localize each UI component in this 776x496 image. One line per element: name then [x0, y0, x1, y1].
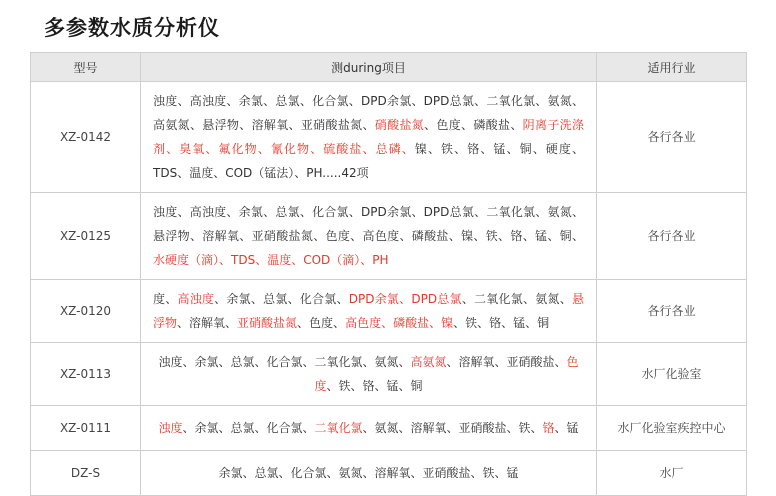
cell-industry: 水厂化验室疾控中心 [597, 406, 747, 451]
table-row [31, 343, 747, 406]
cell-industry: 水厂化验室 [597, 343, 747, 406]
item-text: 、二氧化氯、氨氮、 [461, 292, 572, 306]
table-body [31, 82, 747, 496]
item-text-highlight: 二氧化氯 [314, 421, 363, 435]
item-text: 度、 [153, 292, 178, 306]
page-title: 多参数水质分析仪 [44, 16, 220, 40]
item-text: 浊度、余氯、总氯、化合氯、二氧化氯、氨氮、 [158, 355, 411, 369]
item-text: 镍、铁、铬、锰、铜、硬度、TDS、温度、COD（锰法）、PH.....42项 [153, 142, 584, 180]
cell-industry: 各行各业 [597, 82, 747, 193]
item-text: 、色度、磷酸盐、 [424, 118, 523, 132]
cell-model: XZ-0142 [31, 82, 141, 193]
item-text-highlight: 高色度、磷酸盐、镍 [345, 316, 454, 330]
item-text: 、锰 [554, 421, 579, 435]
item-text: 、溶解氧、亚硝酸盐、 [446, 355, 567, 369]
item-text: 、余氯、总氯、化合氯、 [214, 292, 349, 306]
table-row [31, 406, 747, 451]
cell-measurement-items [141, 280, 597, 343]
table-row [31, 82, 747, 193]
cell-measurement-items [141, 343, 597, 406]
item-text: 、色度、 [297, 316, 346, 330]
cell-model: XZ-0125 [31, 193, 141, 280]
item-text-highlight: 亚硝酸盐氮 [237, 316, 298, 330]
cell-model: XZ-0120 [31, 280, 141, 343]
column-header-items: 测during项目 [141, 53, 597, 82]
column-header-model: 型号 [31, 53, 141, 82]
item-text-highlight: 阴离子洗涤剂、臭氧、氟化物、氰化物、硫酸盐、总磷、 [153, 118, 584, 156]
item-text-highlight: 高浊度 [177, 292, 215, 306]
item-text-highlight: 铬 [542, 421, 555, 435]
item-text-highlight: DPD余氯、DPD总氯 [348, 292, 462, 306]
item-text-highlight: 水硬度（滴）、TDS、温度、COD（滴）、PH [153, 253, 389, 267]
table-row [31, 451, 747, 496]
table-row [31, 280, 747, 343]
item-text-highlight: 高氨氮 [410, 355, 447, 369]
cell-model: XZ-0111 [31, 406, 141, 451]
table-header [31, 53, 747, 82]
cell-industry: 各行各业 [597, 193, 747, 280]
item-text: 、铁、铬、锰、铜 [326, 379, 423, 393]
cell-model: DZ-S [31, 451, 141, 496]
cell-model: XZ-0113 [31, 343, 141, 406]
item-text-highlight: 悬浮物 [153, 292, 584, 330]
column-header-industry: 适用行业 [597, 53, 747, 82]
item-text-highlight: 浊度 [158, 421, 183, 435]
item-text: 、氨氮、溶解氧、亚硝酸盐、铁、 [362, 421, 543, 435]
item-text-highlight: 色度 [314, 355, 579, 393]
item-text: 余氯、总氯、化合氯、氨氮、溶解氧、亚硝酸盐、铁、锰 [218, 466, 519, 480]
cell-industry: 各行各业 [597, 280, 747, 343]
item-text: 、溶解氧、 [177, 316, 238, 330]
cell-measurement-items [141, 82, 597, 193]
table-header-row [31, 53, 747, 82]
cell-measurement-items [141, 193, 597, 280]
table-row [31, 193, 747, 280]
item-text: 、余氯、总氯、化合氯、 [182, 421, 315, 435]
item-text: 浊度、高浊度、余氯、总氯、化合氯、DPD余氯、DPD总氯、二氧化氯、氨氮、悬浮物、溶解氧、亚硝酸盐氮、色度、高色度、磷酸盐、镍、铁、铬、锰、铜、 [153, 205, 584, 243]
item-text: 浊度、高浊度、余氯、总氯、化合氯、DPD余氯、DPD总氯、二氧化氯、氨氮、高氨氮、悬浮物、溶解氧、亚硝酸盐氮、 [153, 94, 584, 132]
item-text: 、铁、铬、锰、铜 [453, 316, 550, 330]
cell-measurement-items [141, 451, 597, 496]
cell-measurement-items [141, 406, 597, 451]
item-text-highlight: 硝酸盐氮 [374, 118, 425, 132]
cell-industry: 水厂 [597, 451, 747, 496]
spec-table [30, 52, 747, 496]
